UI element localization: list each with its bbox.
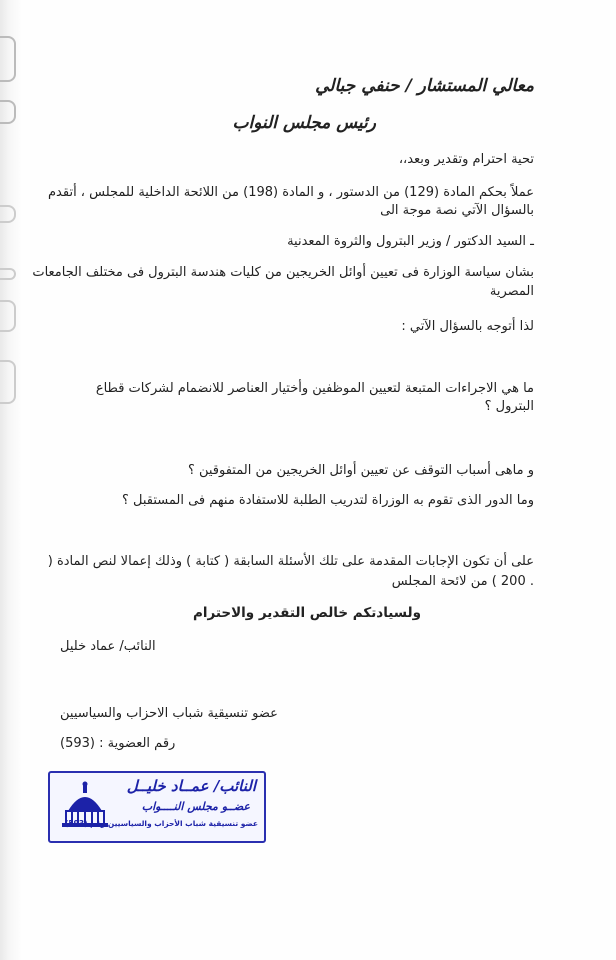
greeting: تحية احترام وتقدير وبعد،، bbox=[398, 152, 534, 167]
binder-hole-mark bbox=[0, 300, 16, 332]
question-2: و ماهى أسباب التوقف عن تعيين أوائل الخريجين من المتفوقين ؟ bbox=[187, 463, 534, 478]
question-1-line-1: ما هي الاجراءات المتبعة لتعيين الموظفين وأختيار العناصر للانضمام لشركات قطاع bbox=[95, 381, 534, 396]
request-line-2: . 200 ) من لائحة المجلس bbox=[391, 574, 534, 589]
membership-role: عضو تنسيقية شباب الاحزاب والسياسيين bbox=[60, 706, 278, 721]
intro-line-2: بالسؤال الآتي نصة موجة الى bbox=[380, 203, 534, 218]
membership-number: رقم العضوية : (593) bbox=[60, 736, 176, 751]
stamp-name: النائب/ عمــاد خليــل bbox=[126, 777, 256, 795]
recipient-line: معالي المستشار / حنفي جبالي bbox=[315, 76, 534, 96]
binder-hole-mark bbox=[0, 36, 16, 82]
stamp-membership: عضو تنسيقية شباب الأحزاب والسياسيين رقم (593) bbox=[64, 819, 258, 828]
question-intro: لذا أتوجه بالسؤال الآتي : bbox=[401, 319, 534, 334]
question-3: وما الدور الذى تقوم به الوزراة لتدريب الطلبة للاستفادة منهم فى المستقبل ؟ bbox=[121, 493, 534, 508]
binder-hole-mark bbox=[0, 268, 16, 280]
request-line-1: على أن تكون الإجابات المقدمة على تلك الأسئلة السابقة ( كتابة ) وذلك إعمالا لنص المادة ( bbox=[47, 554, 534, 569]
binder-hole-mark bbox=[0, 360, 16, 404]
intro-line-1: عملاً بحكم المادة (129) من الدستور ، و المادة (198) من اللائحة الداخلية للمجلس ، أتقدم bbox=[48, 185, 534, 200]
binder-hole-mark bbox=[0, 100, 16, 124]
official-stamp bbox=[48, 771, 266, 843]
binder-hole-mark bbox=[0, 205, 16, 223]
closing-line: ولسيادتكم خالص التقدير والاحترام bbox=[192, 605, 421, 621]
subject-line-2: المصرية bbox=[489, 284, 534, 299]
subject-line-1: بشان سياسة الوزارة فى تعيين أوائل الخريجين من كليات هندسة البترول فى مختلف الجامعات bbox=[32, 265, 534, 280]
addressee: ـ السيد الدكتور / وزير البترول والثروة المعدنية bbox=[287, 234, 534, 249]
question-1-line-2: البترول ؟ bbox=[484, 399, 534, 414]
mp-name: النائب/ عماد خليل bbox=[60, 639, 156, 654]
stamp-role: عضــو مجلس النــــواب bbox=[141, 800, 250, 813]
recipient-title: رئيس مجلس النواب bbox=[232, 113, 376, 133]
